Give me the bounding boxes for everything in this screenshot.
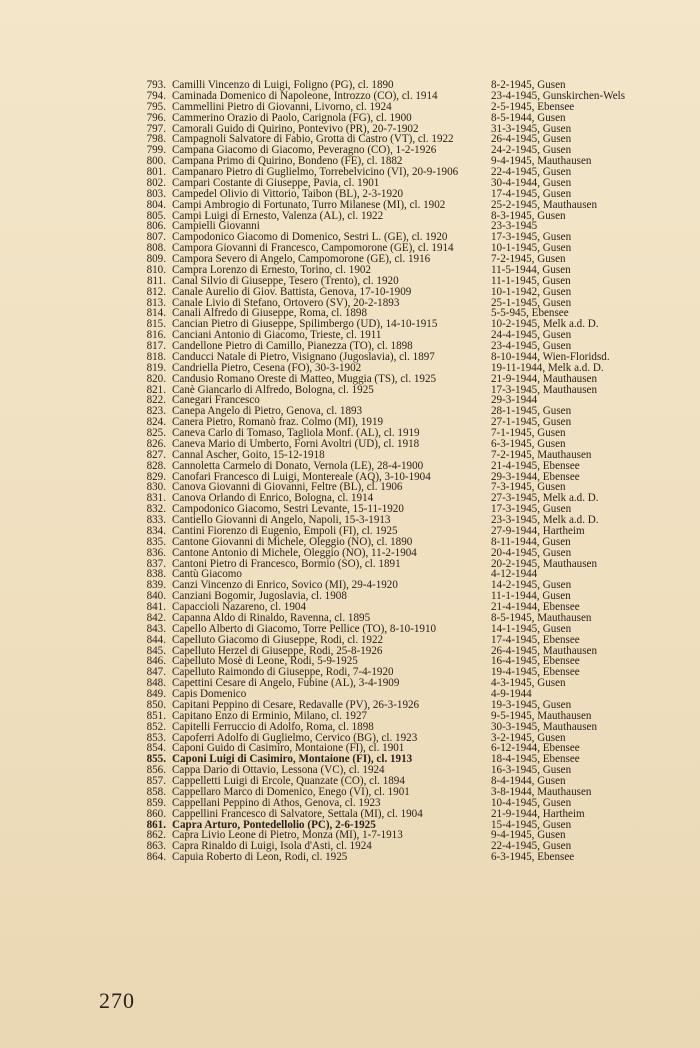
list-entry xyxy=(84,798,696,809)
entry-death-date-place: 14-2-1945, Gusen xyxy=(491,579,572,592)
entry-person: Capettini Cesare di Angelo, Fubine (AL), 3-4-1909 xyxy=(172,677,400,690)
list-entry xyxy=(84,363,696,374)
entry-person: Cantiello Giovanni di Angelo, Napoli, 15-3-1913 xyxy=(172,514,391,526)
entry-person: Cappellani Peppino di Athos, Genova, cl. 1923 xyxy=(172,796,381,809)
entry-death-date-place: 3-2-1945, Gusen xyxy=(491,731,566,744)
entry-number: 802. xyxy=(146,176,166,189)
entry-death-date-place: 3-8-1944, Mauthausen xyxy=(491,785,592,798)
entry-death-date-place: 10-2-1945, Melk a.d. D. xyxy=(491,318,599,331)
entry-number: 819. xyxy=(146,361,166,374)
entry-number: 844. xyxy=(146,633,166,646)
entry-death-date-place: 7-2-1945, Gusen xyxy=(491,253,566,265)
entry-person: Capitelli Ferruccio di Adolfo, Roma, cl. 1898 xyxy=(172,720,374,733)
list-entry xyxy=(84,276,696,287)
list-entry xyxy=(84,200,696,211)
entry-death-date-place: 19-3-1945, Gusen xyxy=(491,698,572,711)
entry-person: Canzi Vincenzo di Enrico, Sovico (MI), 29-4-1920 xyxy=(172,579,398,592)
entry-death-date-place: 9-4-1945, Mauthausen xyxy=(491,155,592,168)
entry-number: 809. xyxy=(146,253,166,265)
entry-person: Canziani Bogomir, Jugoslavia, cl. 1908 xyxy=(172,590,347,603)
entry-person: Campra Lorenzo di Ernesto, Torino, cl. 1902 xyxy=(172,263,371,276)
entry-death-date-place: 11-1-1944, Gusen xyxy=(491,590,571,603)
entry-person: Capello Alberto di Giacomo, Torre Pellice (TO), 8-10-1910 xyxy=(172,622,437,635)
entry-number: 863. xyxy=(146,840,166,853)
entry-person: Cammellini Pietro di Giovanni, Livorno, cl. 1924 xyxy=(172,100,392,113)
entry-person: Cappellini Francesco di Salvatore, Settala (MI), cl. 1904 xyxy=(172,807,423,820)
entry-number: 850. xyxy=(146,698,166,711)
entry-number: 806. xyxy=(146,220,166,233)
entry-number: 831. xyxy=(146,492,166,505)
entry-death-date-place: 5-5-945, Ebensee xyxy=(491,307,569,320)
entry-death-date-place: 11-1-1945, Gusen xyxy=(491,274,571,287)
entry-death-date-place: 16-4-1945, Ebensee xyxy=(491,655,580,668)
entry-person: Caponi Luigi di Casimiro, Montaione (FI), cl. 1913 xyxy=(172,753,413,766)
entry-death-date-place: 26-4-1945, Gusen xyxy=(491,133,572,146)
entry-person: Campedel Olivio di Vittorio, Taibon (BL), 2-3-1920 xyxy=(172,187,404,200)
entry-person: Canegari Francesco xyxy=(172,394,260,407)
entry-death-date-place: 21-9-1944, Hartheim xyxy=(491,807,585,820)
entry-person: Canova Giovanni di Giovanni, Feltre (BL), cl. 1906 xyxy=(172,481,403,494)
entry-person: Capis Domenico xyxy=(172,688,247,700)
entry-person: Campora Severo di Angelo, Campomorone (GE), cl. 1916 xyxy=(172,253,431,265)
entry-death-date-place: 26-4-1945, Mauthausen xyxy=(491,644,597,657)
entry-person: Campari Costante di Giuseppe, Pavia, cl. 1901 xyxy=(172,176,380,189)
entry-number: 801. xyxy=(146,166,166,178)
entry-person: Caminada Domenico di Napoleone, Introzzo (CO), cl. 1914 xyxy=(172,89,438,102)
entry-number: 860. xyxy=(146,807,166,820)
entry-number: 828. xyxy=(146,459,166,472)
entry-number: 817. xyxy=(146,340,166,352)
entry-number: 856. xyxy=(146,764,166,777)
entry-person: Capra Livio Leone di Pietro, Monza (MI), 1-7-1913 xyxy=(172,829,403,842)
entry-death-date-place: 8-3-1945, Gusen xyxy=(491,209,566,222)
entry-number: 845. xyxy=(146,644,166,657)
entry-death-date-place: 16-3-1945, Gusen xyxy=(491,764,572,777)
entry-death-date-place: 7-3-1945, Gusen xyxy=(491,481,566,494)
entry-person: Canali Alfredo di Giuseppe, Roma, cl. 1898 xyxy=(172,307,368,320)
list-entry xyxy=(84,537,696,548)
entry-death-date-place: 17-3-1945, Gusen xyxy=(491,503,572,516)
entry-person: Candriella Pietro, Cesena (FO), 30-3-1902 xyxy=(172,361,362,374)
entry-person: Canale Livio di Stefano, Ortovero (SV), 20-2-1893 xyxy=(172,296,400,309)
entry-number: 827. xyxy=(146,448,166,461)
entry-number: 813. xyxy=(146,296,166,309)
entry-number: 821. xyxy=(146,383,166,396)
entry-person: Campodonico Giacomo di Domenico, Sestri L. (GE), cl. 1920 xyxy=(172,231,448,244)
list-entry xyxy=(84,102,696,113)
list-entry xyxy=(84,287,696,298)
entry-number: 807. xyxy=(146,231,166,244)
list-entry xyxy=(84,113,696,124)
entry-person: Capitano Enzo di Erminio, Milano, cl. 1927 xyxy=(172,709,368,722)
entry-death-date-place: 8-5-1945, Mauthausen xyxy=(491,611,592,624)
entry-number: 822. xyxy=(146,394,166,407)
entry-person: Cantoni Pietro di Francesco, Bormio (SO), cl. 1891 xyxy=(172,557,401,570)
entry-death-date-place: 22-4-1945, Gusen xyxy=(491,840,572,853)
entry-number: 805. xyxy=(146,209,166,222)
list-entry xyxy=(84,809,696,820)
entry-person: Cantone Giovanni di Michele, Oleggio (NO), cl. 1890 xyxy=(172,535,413,548)
entry-death-date-place: 7-1-1945, Gusen xyxy=(491,427,566,439)
entry-person: Cappelletti Luigi di Ercole, Quanzate (CO), cl. 1894 xyxy=(172,775,405,787)
deportee-list xyxy=(84,80,696,863)
entry-death-date-place: 6-3-1945, Ebensee xyxy=(491,851,575,864)
entry-person: Cantone Antonio di Michele, Oleggio (NO), 11-2-1904 xyxy=(172,546,417,559)
entry-person: Canè Giancarlo di Alfredo, Bologna, cl. 1925 xyxy=(172,383,374,396)
entry-death-date-place: 17-4-1945, Gusen xyxy=(491,187,572,200)
entry-death-date-place: 27-3-1945, Melk a.d. D. xyxy=(491,492,599,505)
entry-person: Canofari Francesco di Luigi, Montereale (AQ), 3-10-1904 xyxy=(172,470,431,483)
entry-person: Campielli Giovanni xyxy=(172,220,260,233)
entry-person: Candusio Romano Oreste di Matteo, Muggia (TS), cl. 1925 xyxy=(172,372,437,385)
entry-person: Cammerino Orazio di Paolo, Carignola (FG), cl. 1900 xyxy=(172,111,412,124)
entry-person: Canciani Antonio di Giacomo, Trieste, cl. 1911 xyxy=(172,329,382,342)
entry-person: Capelluto Raimondo di Giuseppe, Rodi, 7-4-1920 xyxy=(172,666,394,679)
list-entry xyxy=(84,374,696,385)
entry-death-date-place: 24-4-1945, Gusen xyxy=(491,329,572,342)
entry-person: Cantù Giacomo xyxy=(172,568,242,581)
entry-number: 804. xyxy=(146,198,166,211)
list-entry xyxy=(84,624,696,635)
entry-number: 800. xyxy=(146,155,166,168)
entry-death-date-place: 4-12-1944 xyxy=(491,568,538,581)
entry-person: Campodonico Giacomo, Sestri Levante, 15-11-1920 xyxy=(172,503,404,516)
entry-number: 829. xyxy=(146,470,166,483)
entry-number: 797. xyxy=(146,122,166,135)
entry-person: Capelluto Herzel di Giuseppe, Rodi, 25-8-1926 xyxy=(172,644,383,657)
entry-death-date-place: 4-9-1944 xyxy=(491,688,532,700)
entry-death-date-place: 15-4-1945, Gusen xyxy=(491,818,572,831)
entry-person: Cannal Ascher, Goito, 15-12-1918 xyxy=(172,448,325,461)
entry-number: 835. xyxy=(146,535,166,548)
entry-person: Campora Giovanni di Francesco, Campomorone (GE), cl. 1914 xyxy=(172,242,454,255)
entry-number: 853. xyxy=(146,731,166,744)
entry-death-date-place: 6-12-1944, Ebensee xyxy=(491,742,580,755)
entry-person: Canducci Natale di Pietro, Visignano (Jugoslavia), cl. 1897 xyxy=(172,350,435,363)
entry-death-date-place: 28-1-1945, Gusen xyxy=(491,405,572,418)
entry-death-date-place: 30-3-1945, Mauthausen xyxy=(491,720,597,733)
entry-person: Cappellaro Marco di Domenico, Enego (VI), cl. 1901 xyxy=(172,785,410,798)
entry-person: Capelluto Mosè di Leone, Rodi, 5-9-1925 xyxy=(172,655,358,668)
entry-person: Capelluto Giacomo di Giuseppe, Rodi, cl. 1922 xyxy=(172,633,384,646)
entry-person: Canera Pietro, Romanò fraz. Colmo (MI), 1919 xyxy=(172,416,384,429)
entry-death-date-place: 9-4-1945, Gusen xyxy=(491,829,566,842)
entry-number: 851. xyxy=(146,709,166,722)
list-entry xyxy=(84,548,696,559)
entry-person: Capaccioli Nazareno, cl. 1904 xyxy=(172,601,306,613)
entry-death-date-place: 11-5-1944, Gusen xyxy=(491,263,571,276)
entry-death-date-place: 14-1-1945, Gusen xyxy=(491,622,572,635)
entry-person: Cancian Pietro di Giuseppe, Spilimbergo (UD), 14-10-1915 xyxy=(172,318,438,331)
entry-number: 826. xyxy=(146,437,166,450)
entry-number: 858. xyxy=(146,785,166,798)
entry-number: 836. xyxy=(146,546,166,559)
entry-number: 864. xyxy=(146,851,166,864)
entry-death-date-place: 19-11-1944, Melk a.d. D. xyxy=(491,361,604,374)
entry-death-date-place: 27-1-1945, Gusen xyxy=(491,416,572,429)
entry-number: 823. xyxy=(146,405,166,418)
list-entry xyxy=(84,450,696,461)
entry-number: 810. xyxy=(146,263,166,276)
entry-number: 795. xyxy=(146,100,166,113)
entry-number: 820. xyxy=(146,372,166,385)
entry-death-date-place: 25-2-1945, Mauthausen xyxy=(491,198,597,211)
entry-number: 799. xyxy=(146,144,166,157)
entry-person: Canova Orlando di Enrico, Bologna, cl. 1914 xyxy=(172,492,374,505)
entry-number: 854. xyxy=(146,742,166,755)
entry-number: 859. xyxy=(146,796,166,809)
entry-death-date-place: 6-3-1945, Gusen xyxy=(491,437,566,450)
entry-person: Caponi Guido di Casimiro, Montaione (FI), cl. 1901 xyxy=(172,742,405,755)
entry-death-date-place: 22-4-1945, Gusen xyxy=(491,166,572,178)
entry-death-date-place: 23-3-1945 xyxy=(491,220,538,233)
entry-person: Campana Giacomo di Giacomo, Peveragno (CO), 1-2-1926 xyxy=(172,144,437,157)
entry-number: 838. xyxy=(146,568,166,581)
entry-number: 841. xyxy=(146,601,166,613)
entry-death-date-place: 29-3-1944 xyxy=(491,394,538,407)
entry-number: 830. xyxy=(146,481,166,494)
entry-number: 837. xyxy=(146,557,166,570)
entry-person: Camilli Vincenzo di Luigi, Foligno (PG), cl. 1890 xyxy=(172,79,394,91)
entry-person: Canal Silvio di Giuseppe, Tesero (Trento), cl. 1920 xyxy=(172,274,399,287)
entry-person: Capra Arturo, Pontedellolio (PC), 2-6-1925 xyxy=(172,818,376,831)
entry-death-date-place: 29-3-1944, Ebensee xyxy=(491,470,580,483)
entry-person: Capitani Peppino di Cesare, Redavalle (PV), 26-3-1926 xyxy=(172,698,420,711)
entry-death-date-place: 10-1-1942, Gusen xyxy=(491,285,572,298)
entry-death-date-place: 20-2-1945, Mauthausen xyxy=(491,557,597,570)
list-entry xyxy=(84,852,696,863)
entry-death-date-place: 8-2-1945, Gusen xyxy=(491,79,566,91)
entry-number: 846. xyxy=(146,655,166,668)
entry-death-date-place: 23-4-1945, Gusen xyxy=(491,340,572,352)
entry-number: 808. xyxy=(146,242,166,255)
entry-death-date-place: 24-2-1945, Gusen xyxy=(491,144,572,157)
list-entry xyxy=(84,722,696,733)
entry-number: 840. xyxy=(146,590,166,603)
entry-number: 848. xyxy=(146,677,166,690)
list-entry xyxy=(84,711,696,722)
entry-number: 803. xyxy=(146,187,166,200)
entry-number: 842. xyxy=(146,611,166,624)
entry-number: 815. xyxy=(146,318,166,331)
entry-death-date-place: 10-4-1945, Gusen xyxy=(491,796,572,809)
entry-person: Cappa Dario di Ottavio, Lessona (VC), cl. 1924 xyxy=(172,764,385,777)
entry-number: 798. xyxy=(146,133,166,146)
entry-person: Canale Aurelio di Giov. Battista, Genova, 17-10-1909 xyxy=(172,285,412,298)
entry-person: Caneva Carlo di Tomaso, Tagliola Monf. (AL), cl. 1919 xyxy=(172,427,420,439)
page-number: 270 xyxy=(99,988,135,1013)
entry-number: 855. xyxy=(146,753,166,766)
entry-death-date-place: 23-4-1945, Gunskirchen-Wels xyxy=(491,89,626,102)
entry-death-date-place: 8-4-1944, Gusen xyxy=(491,775,566,787)
entry-number: 843. xyxy=(146,622,166,635)
entry-person: Campanaro Pietro di Guglielmo, Torrebelvicino (VI), 20-9-1906 xyxy=(172,166,459,178)
entry-death-date-place: 9-5-1945, Mauthausen xyxy=(491,709,592,722)
entry-death-date-place: 8-11-1944, Gusen xyxy=(491,535,571,548)
entry-person: Campana Primo di Quirino, Bondeno (FE), cl. 1882 xyxy=(172,155,403,168)
entry-death-date-place: 17-4-1945, Ebensee xyxy=(491,633,580,646)
entry-person: Capoferri Adolfo di Guglielmo, Cervico (BG), cl. 1923 xyxy=(172,731,418,744)
entry-number: 861. xyxy=(146,818,166,831)
entry-death-date-place: 17-3-1945, Gusen xyxy=(491,231,572,244)
entry-person: Capuia Roberto di Leon, Rodi, cl. 1925 xyxy=(172,851,348,864)
entry-number: 839. xyxy=(146,579,166,592)
entry-number: 793. xyxy=(146,79,166,91)
entry-number: 814. xyxy=(146,307,166,320)
entry-death-date-place: 10-1-1945, Gusen xyxy=(491,242,572,255)
entry-death-date-place: 23-3-1945, Melk a.d. D. xyxy=(491,514,599,526)
entry-death-date-place: 8-10-1944, Wien-Floridsd. xyxy=(491,350,610,363)
entry-number: 849. xyxy=(146,688,166,700)
entry-number: 824. xyxy=(146,416,166,429)
entry-person: Cannoletta Carmelo di Donato, Vernola (LE), 28-4-1900 xyxy=(172,459,424,472)
entry-death-date-place: 25-1-1945, Gusen xyxy=(491,296,572,309)
list-entry xyxy=(84,461,696,472)
entry-person: Candellone Pietro di Camillo, Pianezza (TO), cl. 1898 xyxy=(172,340,413,352)
entry-death-date-place: 31-3-1945, Gusen xyxy=(491,122,572,135)
entry-person: Campi Luigi di Ernesto, Valenza (AL), cl. 1922 xyxy=(172,209,384,222)
list-entry xyxy=(84,189,696,200)
entry-death-date-place: 2-5-1945, Ebensee xyxy=(491,100,575,113)
entry-number: 816. xyxy=(146,329,166,342)
entry-number: 852. xyxy=(146,720,166,733)
entry-person: Campagnoli Salvatore di Fabio, Grotta di Castro (VT), cl. 1922 xyxy=(172,133,454,146)
entry-number: 818. xyxy=(146,350,166,363)
entry-person: Camorali Guido di Quirino, Pontevivo (PR), 20-7-1902 xyxy=(172,122,419,135)
entry-person: Capra Rinaldo di Luigi, Isola d'Asti, cl. 1924 xyxy=(172,840,372,853)
entry-number: 862. xyxy=(146,829,166,842)
entry-death-date-place: 21-4-1944, Ebensee xyxy=(491,601,580,613)
entry-number: 833. xyxy=(146,514,166,526)
entry-number: 832. xyxy=(146,503,166,516)
entry-person: Canepa Angelo di Pietro, Genova, cl. 1893 xyxy=(172,405,363,418)
entry-death-date-place: 19-4-1945, Ebensee xyxy=(491,666,580,679)
entry-number: 834. xyxy=(146,524,166,537)
entry-number: 812. xyxy=(146,285,166,298)
entry-person: Campi Ambrogio di Fortunato, Turro Milanese (MI), cl. 1902 xyxy=(172,198,446,211)
entry-death-date-place: 7-2-1945, Mauthausen xyxy=(491,448,592,461)
entry-death-date-place: 27-9-1944, Hartheim xyxy=(491,524,585,537)
entry-number: 811. xyxy=(146,274,166,287)
entry-number: 857. xyxy=(146,775,166,787)
entry-death-date-place: 30-4-1944, Gusen xyxy=(491,176,572,189)
entry-death-date-place: 8-5-1944, Gusen xyxy=(491,111,566,124)
entry-number: 796. xyxy=(146,111,166,124)
entry-person: Cantini Fiorenzo di Eugenio, Empoli (FI), cl. 1925 xyxy=(172,524,398,537)
entry-person: Caneva Mario di Umberto, Forni Avoltri (UD), cl. 1918 xyxy=(172,437,420,450)
entry-death-date-place: 18-4-1945, Ebensee xyxy=(491,753,580,766)
entry-number: 847. xyxy=(146,666,166,679)
entry-death-date-place: 20-4-1945, Gusen xyxy=(491,546,572,559)
entry-death-date-place: 21-4-1945, Ebensee xyxy=(491,459,580,472)
list-entry xyxy=(84,635,696,646)
entry-number: 794. xyxy=(146,89,166,102)
entry-death-date-place: 4-3-1945, Gusen xyxy=(491,677,566,690)
entry-person: Capanna Aldo di Rinaldo, Ravenna, cl. 1895 xyxy=(172,611,371,624)
entry-death-date-place: 17-3-1945, Mauthausen xyxy=(491,383,597,396)
entry-death-date-place: 21-9-1944, Mauthausen xyxy=(491,372,597,385)
entry-number: 825. xyxy=(146,427,166,439)
